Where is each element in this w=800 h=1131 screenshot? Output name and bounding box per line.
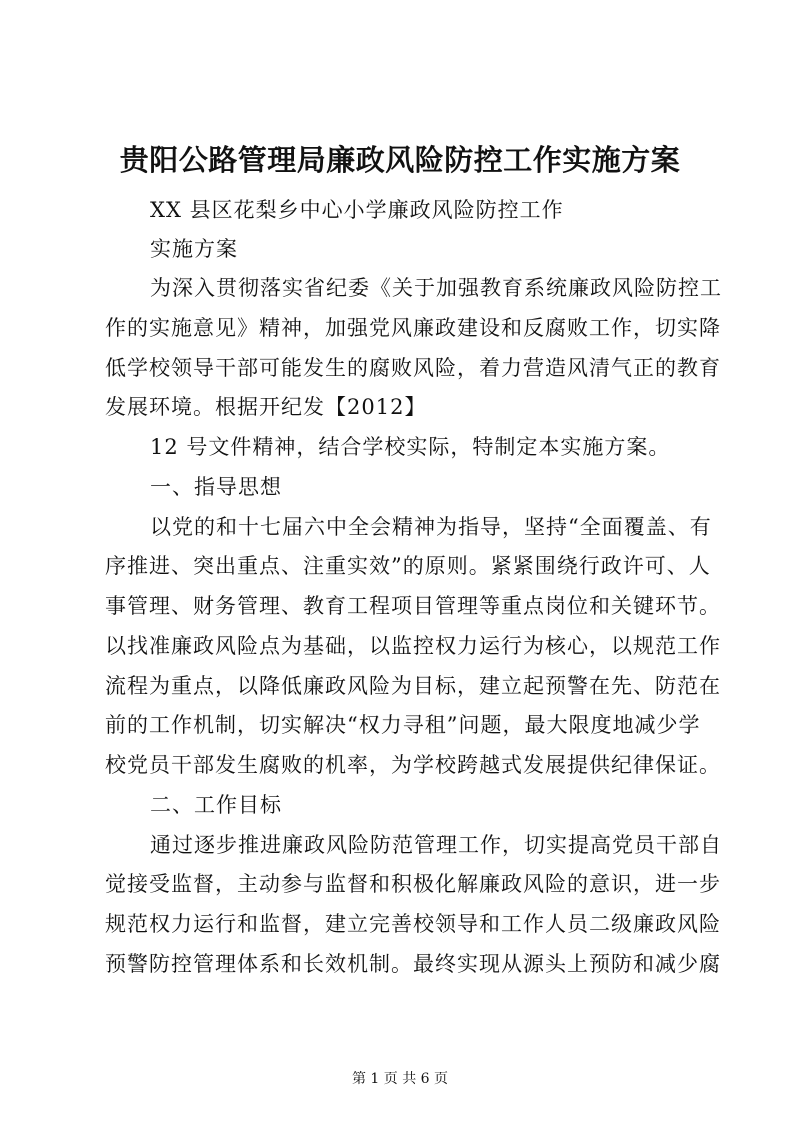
paragraph-line: 规范权力运行和监督，建立完善校领导和工作人员二级廉政风险 xyxy=(105,912,721,936)
paragraph-line: 校党员干部发生腐败的机率，为学校跨越式发展提供纪律保证。 xyxy=(105,753,721,777)
paragraph-line: 预警防控管理体系和长效机制。最终实现从源头上预防和减少腐 xyxy=(105,952,721,976)
section-heading: 一、指导思想 xyxy=(150,475,282,499)
subtitle-line: 实施方案 xyxy=(150,237,238,261)
page-number-footer: 第 1 页 共 6 页 xyxy=(351,1071,449,1087)
section-heading: 二、工作目标 xyxy=(150,793,282,817)
paragraph-line: 低学校领导干部可能发生的腐败风险，着力营造风清气正的教育 xyxy=(105,356,721,380)
paragraph-line: 12 号文件精神，结合学校实际，特制定本实施方案。 xyxy=(150,435,671,459)
paragraph-line: 为深入贯彻落实省纪委《关于加强教育系统廉政风险防控工 xyxy=(150,276,722,300)
paragraph-line: 作的实施意见》精神，加强党风廉政建设和反腐败工作，切实降 xyxy=(105,316,721,340)
paragraph-line: 流程为重点，以降低廉政风险为目标，建立起预警在先、防范在 xyxy=(105,674,721,698)
paragraph-line: 序推进、突出重点、注重实效”的原则。紧紧围绕行政许可、人 xyxy=(105,554,711,578)
paragraph-line: 发展环境。根据开纪发【2012】 xyxy=(105,395,427,419)
paragraph-line: 觉接受监督，主动参与监督和积极化解廉政风险的意识，进一步 xyxy=(105,872,721,896)
paragraph-line: 前的工作机制，切实解决“权力寻租”问题，最大限度地减少学 xyxy=(105,713,701,737)
subtitle-line: XX 县区花梨乡中心小学廉政风险防控工作 xyxy=(150,198,564,222)
document-title: 贵阳公路管理局廉政风险防控工作实施方案 xyxy=(119,143,681,177)
paragraph-line: 以党的和十七届六中全会精神为指导，坚持“全面覆盖、有 xyxy=(150,515,712,539)
paragraph-line: 通过逐步推进廉政风险防范管理工作，切实提高党员干部自 xyxy=(150,833,722,857)
paragraph-line: 事管理、财务管理、教育工程项目管理等重点岗位和关键环节。 xyxy=(105,594,721,618)
paragraph-line: 以找准廉政风险点为基础，以监控权力运行为核心，以规范工作 xyxy=(105,634,721,658)
